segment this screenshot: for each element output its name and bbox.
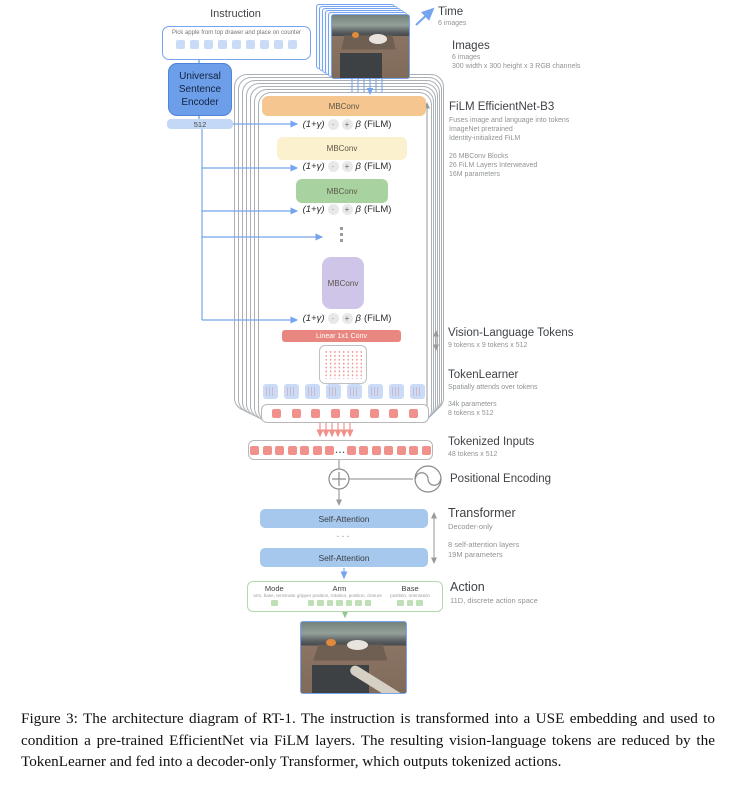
learned-token [350, 409, 359, 418]
use-encoder-box: Universal Sentence Encoder [168, 63, 232, 116]
learned-token [409, 409, 418, 418]
film-gamma: (1+γ) [302, 119, 325, 130]
linear-conv-bar: Linear 1x1 Conv [282, 330, 401, 342]
instruction-token [246, 40, 255, 49]
tokenized-left-group [250, 446, 334, 455]
action-token [346, 600, 353, 607]
instruction-box [162, 26, 311, 60]
film-net-line2: 26 MBConv Blocks [449, 153, 509, 160]
action-token-row [397, 600, 423, 607]
image-token [368, 384, 383, 399]
film-gamma: (1+γ) [302, 204, 325, 215]
film-beta: β [355, 119, 361, 130]
instruction-token [232, 40, 241, 49]
film-net-title: FiLM EfficientNet-B3 [449, 101, 555, 113]
blocks-ellipsis [340, 227, 343, 242]
figure-caption: Figure 3: The architecture diagram of RT-1. The instruction is transformed into a USE embedding and used to condition a pre-trained EfficientNet via FiLM layers. The resulting vision-language tokens are reduced by the TokenLearner and fed into a decoder-only Transformer, which outputs tokenized actions. [21, 710, 715, 771]
tokenized-token [250, 446, 259, 455]
self-attention-bar-2: Self-Attention [260, 548, 428, 567]
action-token [365, 600, 372, 607]
mbconv-block-3: MBConv [296, 179, 388, 203]
action-col-name: Arm [332, 584, 347, 593]
film-add-icon: + [342, 204, 353, 215]
film-row-3 [272, 204, 422, 215]
tokenized-token [275, 446, 284, 455]
sine-wave-glyph [416, 473, 441, 486]
instruction-token [190, 40, 199, 49]
instruction-token-row [163, 40, 310, 49]
film-gamma: (1+γ) [302, 313, 325, 324]
tokenized-token [300, 446, 309, 455]
transformer-ellipsis: ... [336, 528, 352, 540]
positional-encoding-label: Positional Encoding [450, 473, 552, 485]
time-sub: 6 images [438, 20, 467, 27]
film-suffix: (FiLM) [363, 204, 392, 215]
vl-tokens-sub: 9 tokens x 9 tokens x 512 [448, 342, 528, 349]
transformer-sub: Decoder-only [448, 522, 493, 531]
tokenized-ellipsis: ... [335, 444, 346, 455]
tokenized-right-group [347, 446, 431, 455]
time-label: Time [438, 6, 464, 18]
learned-token [370, 409, 379, 418]
film-add-icon: + [342, 313, 353, 324]
learned-token-arrows [320, 423, 350, 436]
action-token [416, 600, 423, 607]
image-token [263, 384, 278, 399]
instruction-token [176, 40, 185, 49]
tokenized-token [397, 446, 406, 455]
learned-token [292, 409, 301, 418]
action-token [407, 600, 414, 607]
action-col-base [382, 584, 438, 609]
vl-tokens-title: Vision-Language Tokens [448, 327, 574, 339]
film-suffix: (FiLM) [363, 161, 392, 172]
learned-token [272, 409, 281, 418]
kitchen-scene [332, 15, 409, 78]
film-net-line: Identity-initialized FiLM [449, 135, 521, 142]
image-token [284, 384, 299, 399]
action-token [327, 600, 334, 607]
film-mul-icon: · [328, 119, 339, 130]
kitchen-scene [301, 622, 406, 693]
action-col-name: Mode [264, 584, 284, 593]
film-mul-icon: · [328, 313, 339, 324]
embedding-dim-badge: 512 [167, 119, 233, 129]
action-token [271, 600, 278, 607]
tokenized-inputs-title: Tokenized Inputs [448, 436, 535, 448]
mbconv-block-2: MBConv [277, 137, 407, 160]
action-sub: 11D, discrete action space [450, 596, 538, 605]
film-add-icon: + [342, 119, 353, 130]
instruction-token [260, 40, 269, 49]
film-net-line2: 26 FiLM Layers Interweaved [449, 162, 538, 169]
learned-token [389, 409, 398, 418]
orange-fruit [326, 639, 335, 646]
action-token-row [271, 600, 278, 607]
film-row-2 [272, 161, 422, 172]
mbconv-block-4: MBConv [322, 257, 364, 309]
film-row-1 [272, 119, 422, 130]
positional-encoding-icon [415, 466, 441, 492]
action-token [397, 600, 404, 607]
action-col-arm [297, 584, 383, 609]
tokenized-token [325, 446, 334, 455]
film-net-line: Fuses image and language into tokens [449, 117, 570, 124]
tokenized-inputs-bar [248, 440, 433, 460]
learned-token [331, 409, 340, 418]
action-col-detail: gripper position, rotation, position, closure [296, 593, 382, 598]
film-beta: β [355, 313, 361, 324]
tokenized-token [384, 446, 393, 455]
images-sub-2: 300 width x 300 height x 3 RGB channels [452, 63, 581, 70]
mbconv-block-1: MBConv [262, 96, 426, 116]
image-token [347, 384, 362, 399]
film-mul-icon: · [328, 204, 339, 215]
film-suffix: (FiLM) [363, 313, 392, 324]
tokenized-token [422, 446, 431, 455]
images-sub-1: 6 images [452, 54, 481, 61]
token-learner-line: 8 tokens x 512 [448, 410, 494, 417]
action-box [247, 581, 443, 612]
add-plus-glyph [332, 472, 346, 486]
instruction-text: Pick apple from top drawer and place on counter [171, 30, 302, 36]
token-grid-dots [324, 350, 362, 379]
robot-camera-image [331, 14, 410, 79]
action-token [355, 600, 362, 607]
tokenized-token [263, 446, 272, 455]
self-attention-bar-1: Self-Attention [260, 509, 428, 528]
time-arrow [416, 9, 433, 25]
images-label: Images [452, 40, 490, 52]
tokenized-token [409, 446, 418, 455]
transformer-title: Transformer [448, 506, 516, 520]
instruction-token [288, 40, 297, 49]
instruction-label: Instruction [210, 8, 261, 20]
film-suffix: (FiLM) [363, 119, 392, 130]
film-net-line: ImageNet pretrained [449, 126, 513, 133]
action-token [336, 600, 343, 607]
tokenized-token [372, 446, 381, 455]
transformer-line: 8 self-attention layers [448, 540, 520, 549]
image-token [326, 384, 341, 399]
film-gamma: (1+γ) [302, 161, 325, 172]
film-row-4 [272, 313, 422, 324]
instruction-token [218, 40, 227, 49]
action-col-name: Base [401, 584, 419, 593]
instruction-token [274, 40, 283, 49]
drawer [340, 53, 382, 78]
learned-token-box [261, 404, 429, 423]
image-token-row [263, 384, 427, 399]
action-col-detail: position, orientation [390, 593, 430, 598]
vision-token-grid [319, 345, 367, 384]
tokenized-token [313, 446, 322, 455]
transformer-line: 19M parameters [448, 550, 503, 559]
action-col-detail: arm, base, terminate [253, 593, 296, 598]
token-learner-line: 34k parameters [448, 401, 497, 408]
add-circle-icon [329, 469, 349, 489]
action-token [308, 600, 315, 607]
film-net-line2: 16M parameters [449, 171, 500, 178]
learned-token [311, 409, 320, 418]
image-token [305, 384, 320, 399]
action-token-row [308, 600, 372, 607]
tokenized-token [359, 446, 368, 455]
instruction-token [204, 40, 213, 49]
token-learner-title: TokenLearner [448, 369, 519, 381]
action-col-mode [252, 584, 297, 609]
tokenized-token [347, 446, 356, 455]
robot-execution-image [300, 621, 407, 694]
film-add-icon: + [342, 161, 353, 172]
tokenized-token [288, 446, 297, 455]
token-learner-sub: Spatially attends over tokens [448, 384, 538, 391]
tokenized-inputs-sub: 48 tokens x 512 [448, 451, 498, 458]
film-beta: β [355, 161, 361, 172]
image-token [389, 384, 404, 399]
image-token [410, 384, 425, 399]
action-title: Action [450, 580, 485, 594]
film-mul-icon: · [328, 161, 339, 172]
film-beta: β [355, 204, 361, 215]
action-token [317, 600, 324, 607]
